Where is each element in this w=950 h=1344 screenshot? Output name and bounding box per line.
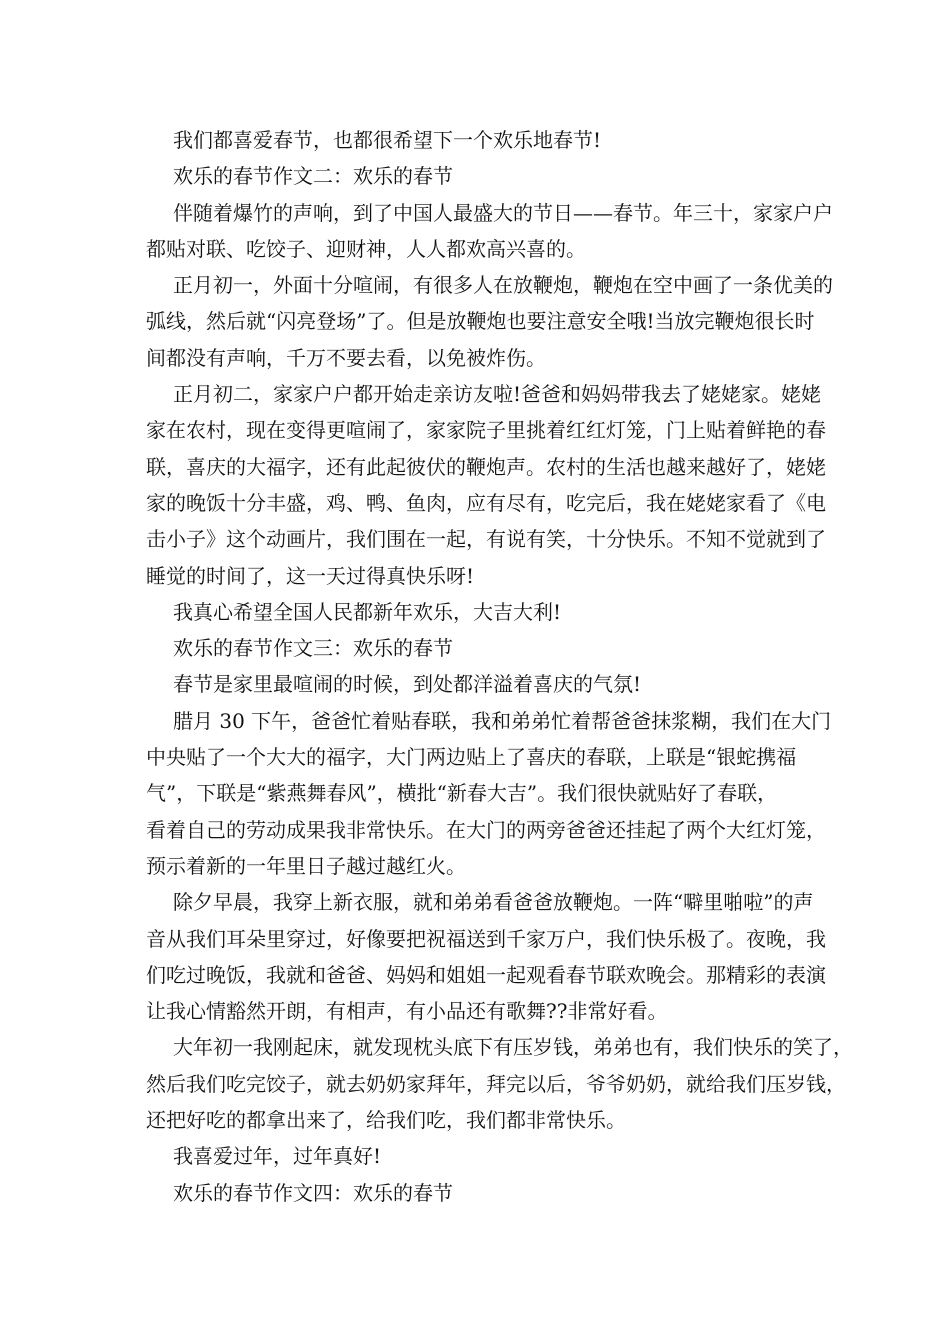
paragraph [146,630,836,666]
paragraph [146,1175,836,1211]
paragraph-first-line: 欢乐的春节作文四：欢乐的春节 [173,1180,453,1205]
paragraph-line: 气”，下联是“紫燕舞春风”，横批“新春大吉”。我们很快就贴好了春联， [146,781,778,806]
essay-body [146,122,853,1211]
paragraph-first-line: 正月初一，外面十分喧闹，有很多人在放鞭炮，鞭炮在空中画了一条优美的 [173,273,833,298]
paragraph [146,594,836,630]
paragraph-line: 击小子》这个动画片，我们围在一起，有说有笑，十分快乐。不知不觉就到了 [146,527,826,552]
paragraph-first-line: 大年初一我刚起床，就发现枕头底下有压岁钱，弟弟也有，我们快乐的笑了， [173,1035,853,1060]
paragraph-first-line: 我喜爱过年，过年真好! [173,1144,382,1169]
paragraph-first-line: 欢乐的春节作文三：欢乐的春节 [173,636,453,661]
paragraph [146,884,836,1029]
paragraph [146,158,836,194]
paragraph [146,666,836,702]
paragraph-line: 家的晚饭十分丰盛，鸡、鸭、鱼肉，应有尽有，吃完后，我在姥姥家看了《电 [146,490,826,515]
paragraph-first-line: 伴随着爆竹的声响，到了中国人最盛大的节日——春节。年三十，家家户户 [173,200,833,225]
paragraph [146,1029,853,1138]
paragraph-first-line: 春节是家里最喧闹的时候，到处都洋溢着喜庆的气氛! [173,672,642,697]
paragraph-first-line: 腊月 30 下午，爸爸忙着贴春联，我和弟弟忙着帮爸爸抹浆糊，我们在大门 [173,708,832,733]
paragraph-first-line: 我们都喜爱春节，也都很希望下一个欢乐地春节! [173,128,602,152]
paragraph-line: 还把好吃的都拿出来了，给我们吃，我们都非常快乐。 [146,1108,626,1133]
paragraph [146,1138,836,1174]
paragraph [146,376,836,594]
paragraph-first-line: 我真心希望全国人民都新年欢乐，大吉大利! [173,599,562,624]
paragraph-first-line: 欢乐的春节作文二：欢乐的春节 [173,164,453,189]
paragraph-line: 中央贴了一个大大的福字，大门两边贴上了喜庆的春联，上联是“银蛇携福 [146,745,797,770]
paragraph [146,122,836,158]
paragraph-line: 让我心情豁然开朗，有相声，有小品还有歌舞??非常好看。 [146,999,668,1024]
paragraph-line: 睡觉的时间了，这一天过得真快乐呀! [146,563,475,588]
paragraph-line: 弧线，然后就“闪亮登场”了。但是放鞭炮也要注意安全哦!当放完鞭炮很长时 [146,309,815,334]
paragraph-line: 联，喜庆的大福字，还有此起彼伏的鞭炮声。农村的生活也越来越好了，姥姥 [146,454,826,479]
paragraph-line: 家在农村，现在变得更喧闹了，家家院子里挑着红红灯笼，门上贴着鲜艳的春 [146,418,826,443]
paragraph-first-line: 除夕早晨，我穿上新衣服，就和弟弟看爸爸放鞭炮。一阵“噼里啪啦”的声 [173,890,814,915]
paragraph-line: 然后我们吃完饺子，就去奶奶家拜年，拜完以后，爷爷奶奶，就给我们压岁钱， [146,1071,846,1096]
paragraph-line: 看着自己的劳动成果我非常快乐。在大门的两旁爸爸还挂起了两个大红灯笼， [146,817,826,842]
paragraph [146,195,836,268]
paragraph-line: 间都没有声响，千万不要去看，以免被炸伤。 [146,345,546,370]
paragraph [146,703,836,884]
paragraph-line: 都贴对联、吃饺子、迎财神，人人都欢高兴喜的。 [146,236,586,261]
paragraph-first-line: 正月初二，家家户户都开始走亲访友啦!爸爸和妈妈带我去了姥姥家。姥姥 [173,382,822,407]
paragraph-line: 预示着新的一年里日子越过越红火。 [146,853,466,878]
paragraph [146,267,836,376]
paragraph-line: 音从我们耳朵里穿过，好像要把祝福送到千家万户，我们快乐极了。夜晚，我 [146,926,826,951]
paragraph-line: 们吃过晚饭，我就和爸爸、妈妈和姐姐一起观看春节联欢晚会。那精彩的表演 [146,962,826,987]
